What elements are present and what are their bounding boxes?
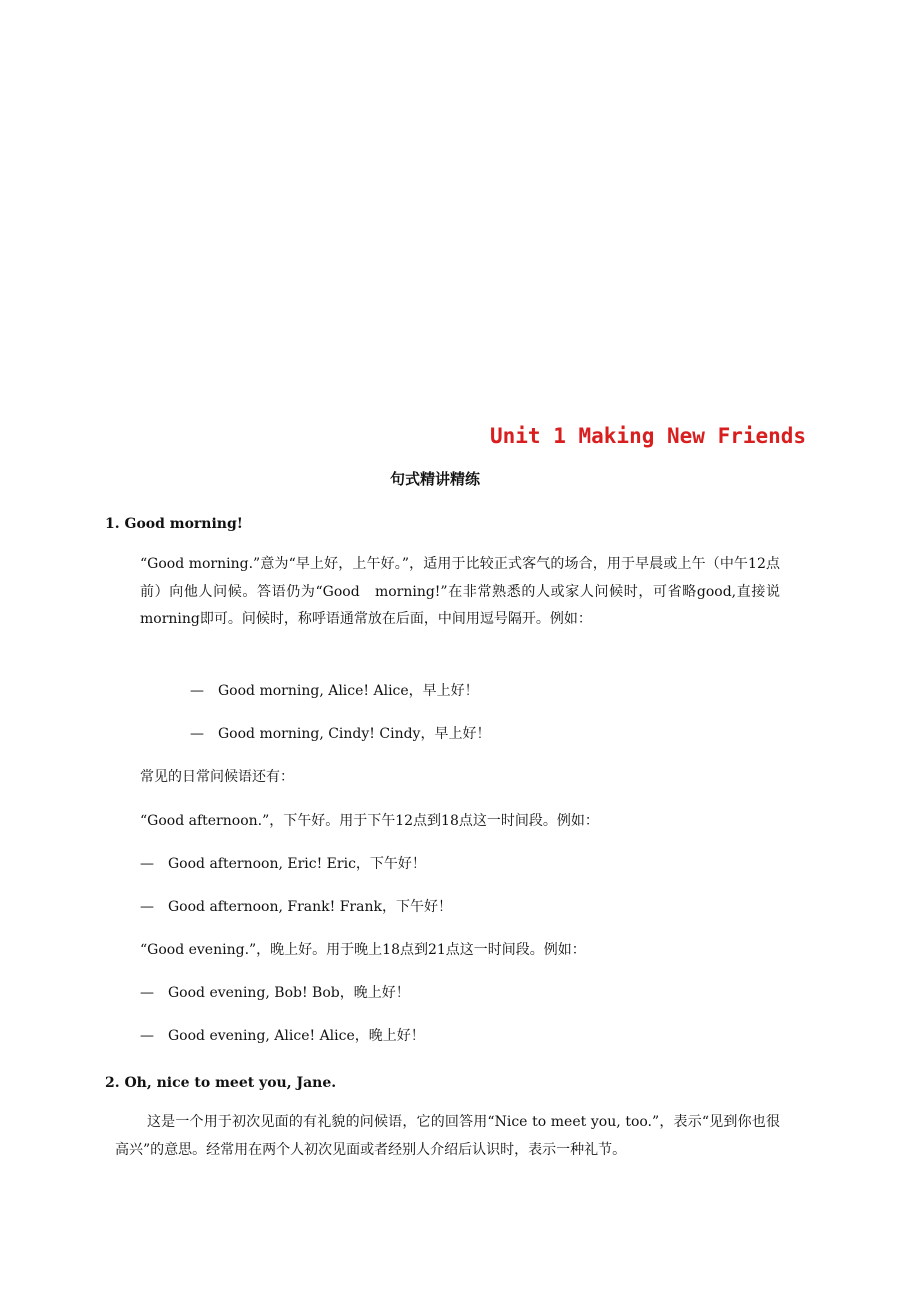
example-line: — Good evening, Alice! Alice，晚上好！ xyxy=(140,1028,425,1044)
evening-note: “Good evening.”，晚上好。用于晚上18点到21点这一时间段。例如： xyxy=(140,942,586,958)
item-2-paragraph: 这是一个用于初次见面的有礼貌的问候语，它的回答用“Nice to meet you, too.”，表示“见到你也很高兴”的意思。经常用在两个人初次见面或者经别人介绍后认识时，表示一种礼节。 xyxy=(115,1114,780,1158)
example-line: — Good morning, Cindy! Cindy，早上好！ xyxy=(190,726,491,742)
section-title: 句式精讲精练 xyxy=(389,470,480,488)
unit-title: Unit 1 Making New Friends xyxy=(490,424,807,448)
item-1-paragraph: “Good morning.”意为“早上好，上午好。”，适用于比较正式客气的场合，用于早晨或上午（中午12点前）向他人问候。答语仍为“Good morning!”在非常熟悉的人或家人问候时，可省略good,直接说morning即可。问候时，称呼语通常放在后面，中间用逗号隔开。例如： xyxy=(140,556,780,627)
example-line: — Good afternoon, Eric! Eric，下午好！ xyxy=(140,856,426,872)
item-2-heading: 2. Oh, nice to meet you, Jane. xyxy=(105,1075,337,1091)
example-line: — Good evening, Bob! Bob，晚上好！ xyxy=(140,985,410,1001)
afternoon-note: “Good afternoon.”，下午好。用于下午12点到18点这一时间段。例如： xyxy=(140,813,599,829)
example-line: — Good afternoon, Frank! Frank，下午好！ xyxy=(140,899,452,915)
example-line: — Good morning, Alice! Alice，早上好！ xyxy=(190,683,479,699)
more-greetings-intro: 常见的日常问候语还有： xyxy=(140,769,294,785)
item-1-heading: 1. Good morning! xyxy=(105,516,243,532)
